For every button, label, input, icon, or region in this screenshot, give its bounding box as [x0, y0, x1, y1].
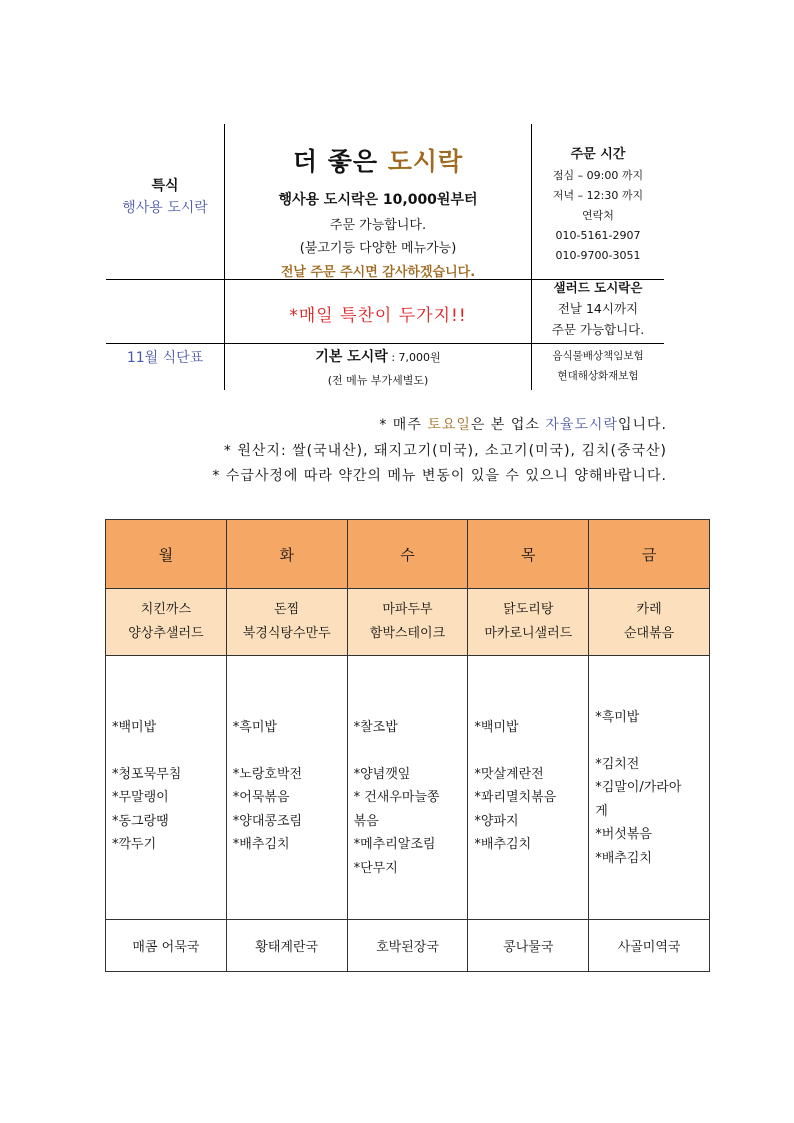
- day-wed: 수: [347, 520, 468, 589]
- title-main: 더 좋은: [292, 147, 388, 176]
- side-item: *노랑호박전: [232, 766, 303, 782]
- soup-mon: 매콤 어묵국: [106, 920, 227, 972]
- side-item: *양념깻잎: [353, 766, 411, 782]
- note-saturday-suffix: 입니다.: [617, 417, 667, 433]
- special-box: [106, 175, 224, 219]
- order-available-line: 주문 가능합니다.: [329, 218, 427, 233]
- main-dish-mon: [106, 589, 227, 656]
- order-time-box: [533, 144, 663, 266]
- side-dishes-tue: [226, 656, 347, 920]
- main-dish-fri: [589, 589, 710, 656]
- main-dish: 순대볶음: [623, 626, 675, 641]
- order-time-title: 주문 시간: [570, 147, 626, 162]
- side-item: *메추리알조림: [353, 837, 436, 852]
- daily-special-line: *매일 특찬이 두가지!!: [289, 306, 467, 326]
- note-saturday-day: 토요일: [427, 417, 471, 433]
- event-price-line: 행사용 도시락은 10,000원부터: [278, 192, 478, 208]
- main-dish-tue: [226, 589, 347, 656]
- side-dishes-wed: [347, 656, 468, 920]
- day-mon: 월: [106, 520, 227, 589]
- day-header-row: [106, 520, 710, 589]
- soup-wed: 호박된장국: [347, 920, 468, 972]
- insurance-line-2: 현대해상화재보험: [557, 370, 639, 382]
- side-item: 게: [595, 803, 608, 819]
- main-dish: 마카로니샐러드: [484, 626, 573, 641]
- soup-fri: 사골미역국: [589, 920, 710, 972]
- dinner-order-time: 저녁 – 12:30 까지: [552, 189, 644, 202]
- salad-box: [533, 277, 663, 340]
- side-item: * 건새우마늘쫑: [353, 790, 440, 805]
- side-item: *꽈리멸치볶음: [474, 790, 557, 805]
- main-dish-row: [106, 589, 710, 656]
- lunch-order-time: 점심 – 09:00 까지: [552, 169, 644, 182]
- main-dish: 닭도리탕: [503, 602, 554, 617]
- note-origin: * 원산지: 쌀(국내산), 돼지고기(미국), 소고기(미국), 김치(중국산): [223, 443, 667, 459]
- note-saturday-prefix: * 매주: [379, 417, 428, 433]
- note-menu-change: * 수급사정에 따라 약간의 메뉴 변동이 있을 수 있으니 양해바랍니다.: [212, 468, 667, 484]
- rice-item: *백미밥: [112, 720, 157, 735]
- salad-line-1: 샐러드 도시락은: [553, 280, 643, 295]
- side-item: *동그랑땡: [112, 813, 169, 829]
- main-dish: 함박스테이크: [369, 626, 446, 641]
- side-item: *무말랭이: [112, 790, 169, 805]
- note-saturday: [379, 414, 667, 434]
- main-dish: 돈찜: [274, 602, 300, 617]
- menu-variety-line: (불고기등 다양한 메뉴가능): [299, 241, 457, 256]
- side-item: *배추김치: [232, 837, 290, 852]
- side-dish-row: [106, 656, 710, 920]
- main-dish: 북경식탕수만두: [242, 626, 331, 641]
- side-item: *양파지: [474, 813, 519, 829]
- insurance-box: [533, 346, 663, 386]
- side-item: *양대콩조림: [232, 813, 303, 829]
- rice-item: *백미밥: [474, 720, 519, 735]
- event-lunchbox-label: 행사용 도시락: [122, 200, 208, 216]
- main-dish: 카레: [636, 602, 662, 617]
- side-item: *어묵볶음: [232, 790, 290, 805]
- side-item: *버섯볶음: [595, 827, 652, 842]
- basic-lunchbox-line: [225, 346, 531, 366]
- side-item: *깍두기: [112, 837, 157, 852]
- side-dishes-fri: [589, 656, 710, 920]
- side-item: *김말이/가라아: [595, 780, 682, 795]
- header-divider-right: [531, 124, 532, 390]
- vat-note: (전 메뉴 부가세별도): [327, 374, 429, 387]
- rice-item: *흑미밥: [595, 710, 640, 725]
- side-item: *단무지: [353, 860, 398, 876]
- salad-line-3: 주문 가능합니다.: [551, 322, 645, 337]
- contact-label: 연락처: [582, 209, 614, 222]
- main-dish-thu: [468, 589, 589, 656]
- phone-1: 010-5161-2907: [555, 229, 641, 242]
- side-item: *청포묵무침: [112, 766, 182, 782]
- day-tue: 화: [226, 520, 347, 589]
- title-accent: 도시락: [387, 147, 464, 176]
- weekly-menu-table: [105, 519, 710, 972]
- basic-lunchbox-price: : 7,000원: [387, 351, 441, 364]
- salad-line-2: 전날 14시까지: [557, 301, 639, 316]
- main-dish: 마파두부: [382, 602, 433, 617]
- basic-lunchbox-label: 기본 도시락: [315, 349, 388, 365]
- side-dishes-mon: [106, 656, 227, 920]
- main-dish-wed: [347, 589, 468, 656]
- rice-item: *찰조밥: [353, 720, 398, 735]
- note-saturday-free: 자율도시락: [545, 417, 618, 433]
- special-label: 특식: [151, 178, 179, 194]
- side-item: *배추김치: [474, 837, 532, 852]
- phone-2: 010-9700-3051: [555, 249, 641, 262]
- month-menu-label: 11월 식단표: [126, 350, 204, 366]
- soup-thu: 콩나물국: [468, 920, 589, 972]
- page-title: [225, 142, 531, 178]
- side-dishes-thu: [468, 656, 589, 920]
- soup-tue: 황태계란국: [226, 920, 347, 972]
- insurance-line-1: 음식물배상책임보험: [552, 350, 644, 362]
- side-item: *맛살계란전: [474, 766, 544, 782]
- thanks-line: 전날 주문 주시면 감사하겠습니다.: [280, 265, 476, 280]
- side-item: *김치전: [595, 756, 640, 772]
- main-dish: 치킨까스: [140, 602, 192, 617]
- side-item: 볶음: [353, 813, 379, 829]
- soup-row: [106, 920, 710, 972]
- note-saturday-mid: 은 본 업소: [470, 417, 546, 433]
- day-thu: 목: [468, 520, 589, 589]
- header-row-line-2: [106, 343, 664, 344]
- rice-item: *흑미밥: [232, 720, 277, 735]
- main-dish: 양상추샐러드: [128, 626, 204, 641]
- day-fri: 금: [589, 520, 710, 589]
- side-item: *배추김치: [595, 850, 652, 866]
